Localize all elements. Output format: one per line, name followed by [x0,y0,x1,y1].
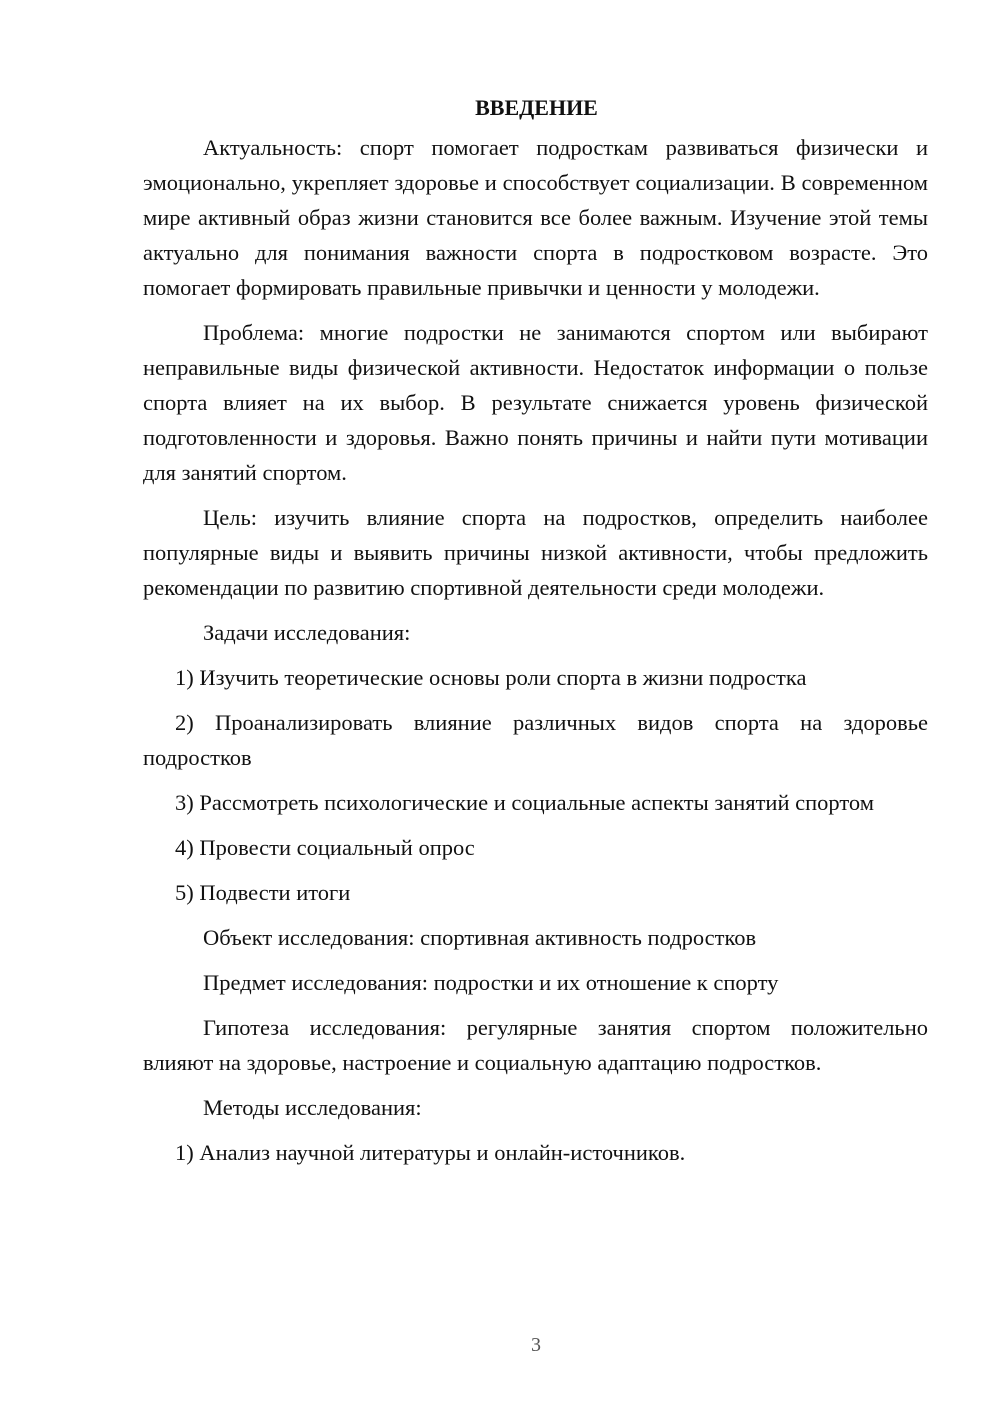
task-item: 1) Изучить теоретические основы роли спорта в жизни подростка [175,665,807,690]
task-item: 5) Подвести итоги [175,880,351,905]
methods-heading: Методы исследования: [203,1095,422,1120]
object-paragraph: Объект исследования: спортивная активность подростков [203,925,757,950]
relevance-paragraph: Актуальность: спорт помогает подросткам развиваться физически и эмоционально, укрепляет здоровье и способствует социализации. В современном мире активный образ жизни становится все более важным. Изучение этой темы актуально для понимания важности спорта в подростковом возрасте. Это помогает формировать правильные привычки и ценности у молодежи. [143,135,928,300]
section-title: ВВЕДЕНИЕ [475,95,598,120]
subject-paragraph: Предмет исследования: подростки и их отношение к спорту [203,970,779,995]
task-item: 3) Рассмотреть психологические и социальные аспекты занятий спортом [175,790,874,815]
page-number: 3 [531,1334,541,1356]
hypothesis-paragraph: Гипотеза исследования: регулярные занятия спортом положительно влияют на здоровье, настроение и социальную адаптацию подростков. [143,1015,928,1075]
tasks-heading: Задачи исследования: [203,620,411,645]
goal-paragraph: Цель: изучить влияние спорта на подростков, определить наиболее популярные виды и выявить причины низкой активности, чтобы предложить рекомендации по развитию спортивной деятельности среди молодежи. [143,505,928,600]
problem-paragraph: Проблема: многие подростки не занимаются спортом или выбирают неправильные виды физической активности. Недостаток информации о пользе спорта влияет на их выбор. В результате снижается уровень физической подготовленности и здоровья. Важно понять причины и найти пути мотивации для занятий спортом. [143,320,928,485]
document-page [143,90,928,1170]
method-item: 1) Анализ научной литературы и онлайн-источников. [175,1140,686,1165]
task-item: 2) Проанализировать влияние различных видов спорта на здоровье подростков [143,710,928,770]
task-item: 4) Провести социальный опрос [175,835,475,860]
